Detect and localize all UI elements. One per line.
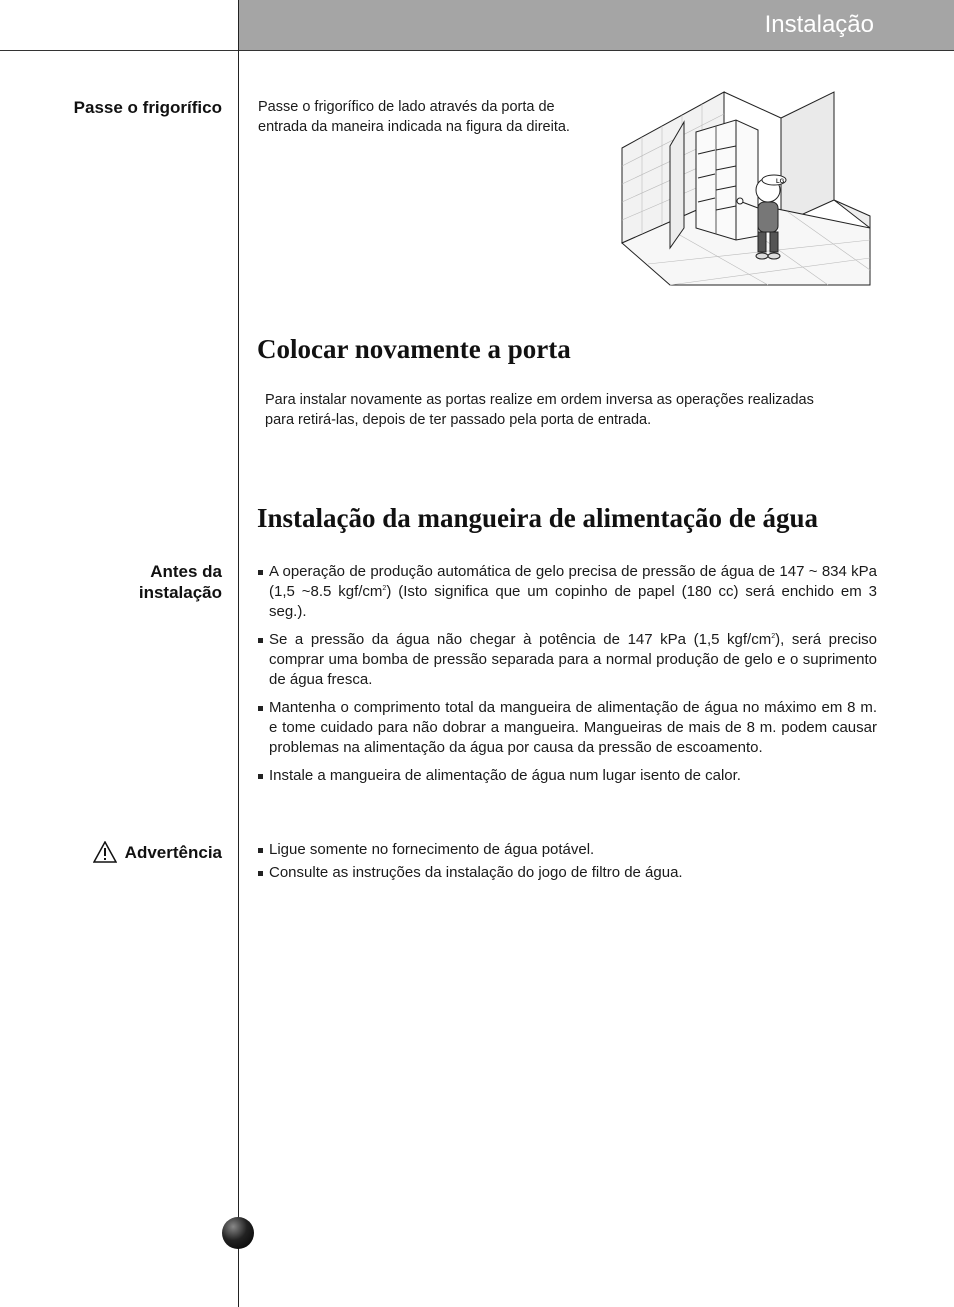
lg-logo-text: LG bbox=[776, 179, 785, 185]
side-label-before-line2: instalação bbox=[138, 583, 222, 602]
move-text-line2: entrada da maneira indicada na figura da direita. bbox=[258, 119, 570, 135]
door-text-line1: Para instalar novamente as portas realize em ordem inversa as operações realizadas bbox=[265, 392, 814, 408]
side-label-before bbox=[139, 561, 222, 603]
warning-bullet-list bbox=[257, 840, 877, 886]
header-rule bbox=[0, 50, 239, 51]
header-bar bbox=[239, 0, 954, 51]
list-item: Instale a mangueira de alimentação de água num lugar isento de calor. bbox=[257, 766, 877, 786]
refrigerator bbox=[696, 120, 758, 240]
heading-hose: Instalação da mangueira de alimentação de água bbox=[257, 503, 819, 533]
side-label-warning bbox=[93, 841, 222, 868]
door-text-line2: para retirá-las, depois de ter passado pela porta de entrada. bbox=[265, 412, 652, 428]
heading-door: Colocar novamente a porta bbox=[257, 334, 571, 364]
hose-bullet-list bbox=[257, 562, 877, 794]
side-label-move: Passe o frigorífico bbox=[73, 98, 222, 117]
move-text bbox=[258, 97, 598, 137]
move-text-line1: Passe o frigorífico de lado através da porta de bbox=[258, 99, 555, 115]
list-item: A operação de produção automática de gelo precisa de pressão de água de 147 ~ 834 kPa (1,5 ~8.5 kgf/$cm^2$) (Isto significa que um copinho de papel (180 cc) será enchido em 3 seg.). bbox=[257, 562, 877, 622]
list-item: Mantenha o comprimento total da mangueira de alimentação de água no máximo em 8 m. e tome cuidado para não dobrar a mangueira. Mangueiras de mais de 8 m. podem causar problemas na alimentação da água por causa da pressão de escoamento. bbox=[257, 698, 877, 758]
fridge-through-door-illustration bbox=[618, 88, 874, 288]
margin-divider bbox=[238, 0, 239, 1307]
list-item: Ligue somente no fornecimento de água potável. bbox=[257, 840, 877, 860]
side-label-before-line1: Antes da bbox=[150, 562, 222, 581]
list-item: Consulte as instruções da instalação do jogo de filtro de água. bbox=[257, 863, 877, 883]
page-marker-dot bbox=[222, 1217, 254, 1249]
door-text bbox=[265, 390, 885, 430]
page-section-title: Instalação bbox=[764, 11, 874, 38]
warning-label: Advertência bbox=[124, 842, 222, 862]
list-item: Se a pressão da água não chegar à potência de 147 kPa (1,5 kgf/$cm^2$), será preciso comprar uma bomba de pressão separada para a normal produção de gelo e o suprimento de água fresca. bbox=[257, 630, 877, 690]
warning-triangle-icon bbox=[93, 841, 117, 863]
